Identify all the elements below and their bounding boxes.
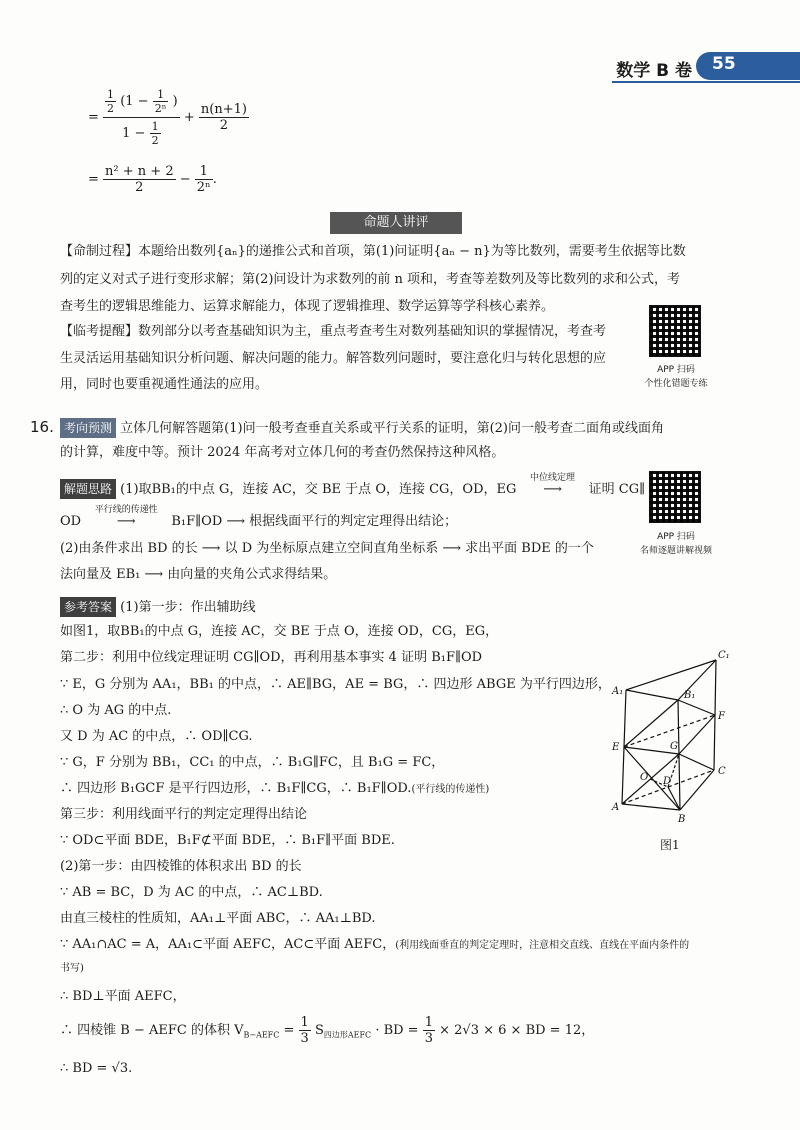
answer-line: ∴ BD = √3.: [60, 1061, 133, 1076]
formula-line-1: = $\frac{1}{2}$ (1 − $\frac{1}{\text{2ⁿ}}$ ) 1 − $\frac{1}{2}$ + $\frac{n(n+1)}{2}$: [88, 88, 247, 147]
big-fraction: $\frac{1}{2}$ (1 − $\frac{1}{\text{2ⁿ}}$ ) 1 − $\frac{1}{2}$: [103, 88, 180, 147]
section-banner: 命题人讲评: [330, 212, 462, 234]
label-c: C: [718, 766, 726, 777]
qr-caption: APP 扫码: [657, 365, 695, 375]
edge-a-b: [622, 804, 680, 810]
commentary-line: 查考生的逻辑思维能力、运算求解能力，体现了逻辑推理、数学运算等学科核心素养。: [60, 299, 555, 314]
answer-line: 第三步：利用线面平行的判定定理得出结论: [60, 807, 308, 822]
idea-tag: 解题思路: [60, 479, 116, 499]
label-g: G: [670, 741, 678, 752]
qr-caption: 名师逐题讲解视频: [639, 546, 712, 556]
answer-line: (2)第一步：由四棱锥的体积求出 BD 的长: [60, 859, 302, 874]
answer-line: ∵ OD⊂平面 BDE，B₁F⊄平面 BDE，∴ B₁F∥平面 BDE.: [60, 833, 395, 848]
idea-line: OD 平行线的传递性 ⟶ B₁F∥OD ⟶ 根据线面平行的判定定理得出结论；: [60, 505, 458, 529]
answer-line: 第二步：利用中位线定理证明 CG∥OD，再利用基本事实 4 证明 B₁F∥OD: [60, 650, 483, 665]
formula-line-2: = $\frac{\text{n² + n + 2}}{2}$ − $\frac{1}{\text{2ⁿ}}$ .: [88, 164, 217, 195]
subject-label: 数学 B 卷: [616, 61, 692, 81]
commentary-line: 【临考提醒】数列部分以考查基础知识为主，重点考查考生对数列基础知识的掌握情况，考查考: [60, 324, 607, 339]
question-number: 16.: [30, 418, 54, 436]
answer-line: ∴ O 为 AG 的中点.: [60, 703, 172, 718]
answer-note: 书写): [60, 963, 84, 974]
page-number: 55: [712, 54, 736, 74]
answer-line: 由直三棱柱的性质知，AA₁⊥平面 ABC，∴ AA₁⊥BD.: [60, 911, 376, 926]
label-a1: A₁: [612, 686, 624, 697]
forecast-line: 的计算，难度中等。预计 2024 年高考对立体几何的考查仍然保持这种风格。: [60, 445, 505, 460]
commentary-line: 【命制过程】本题给出数列{aₙ}的递推公式和首项，第(1)问证明{aₙ − n}为等比数列，需要考生依据等比数: [60, 244, 686, 259]
qr-caption: 个性化错题专练: [644, 379, 708, 389]
qr-caption: APP 扫码: [657, 532, 695, 542]
label-o: O: [640, 772, 649, 783]
answer-line: ∵ AA₁∩AC = A，AA₁⊂平面 AEFC，AC⊂平面 AEFC，(利用线面垂直的判定定理时，注意相交直线、直线在平面内条件的: [60, 937, 690, 952]
label-d: D: [663, 776, 672, 787]
equals-sign: =: [88, 110, 99, 125]
segment-e-b1: [624, 700, 678, 747]
answer-line: ∵ AB = BC，D 为 AC 的中点，∴ AC⊥BD.: [60, 885, 323, 900]
segment-b1-f: [678, 700, 715, 715]
forecast-tag: 考向预测: [60, 418, 116, 438]
answer-tag: 参考答案: [60, 597, 116, 617]
label-a: A: [612, 802, 620, 813]
label-b1: B₁: [684, 690, 696, 701]
commentary-line: 用，同时也要重视通性通法的应用。: [60, 377, 269, 392]
volume-formula: ∴ 四棱锥 B − AEFC 的体积 $V_{B-AEFC}$ = $\frac{1}{3}$ $S_{四边形AEFC}$ · BD = $\frac{1}{3}$ × 2√3 × 6 × BD = 12，: [60, 1015, 595, 1046]
header-rule: [612, 81, 800, 83]
qr-code[interactable]: [649, 305, 701, 357]
label-f: F: [718, 711, 725, 722]
idea-line: 法向量及 EB₁ ⟶ 由向量的夹角公式求得结果。: [60, 567, 337, 582]
label-b: B: [678, 814, 686, 825]
forecast-line: 考向预测 立体几何解答题第(1)问一般考查垂直关系或平行关系的证明，第(2)问一般考查二面角或线面角: [60, 418, 664, 438]
answer-line: ∴ BD⊥平面 AEFC，: [60, 989, 186, 1004]
answer-line: 又 D 为 AC 的中点，∴ OD∥CG.: [60, 729, 253, 744]
commentary-line: 列的定义对式子进行变形求解；第(2)问设计为求数列的前 n 项和，考查等差数列及等比数列的求和公式，考: [60, 272, 681, 287]
answer-line: ∴ 四边形 B₁GCF 是平行四边形，∴ B₁F∥CG，∴ B₁F∥OD.(平行线的传递性): [60, 781, 490, 796]
label-c1: C₁: [718, 650, 730, 661]
answer-line: ∵ E，G 分别为 AA₁，BB₁ 的中点，∴ AE∥BG，AE = BG，∴ 四边形 ABGE 为平行四边形，: [60, 677, 611, 692]
qr-code[interactable]: [649, 471, 701, 523]
segment-g-c: [679, 754, 714, 770]
answer-line: 如图1，取BB₁的中点 G，连接 AC，交 BE 于点 O，连接 OD，CG，EG，: [60, 624, 499, 639]
idea-line: (2)由条件求出 BD 的长 ⟶ 以 D 为坐标原点建立空间直角坐标系 ⟶ 求出平面 BDE 的一个: [60, 541, 594, 556]
idea-line: 解题思路 (1)取BB₁的中点 G，连接 AC，交 BE 于点 O，连接 CG，OD，EG 中位线定理 ⟶ 证明 CG∥: [60, 479, 645, 499]
label-e: E: [612, 742, 620, 753]
commentary-line: 生灵活运用基础知识分析问题、解决问题的能力。解答数列问题时，要注意化归与转化思想的应: [60, 351, 607, 366]
answer-line: 参考答案 (1)第一步：作出辅助线: [60, 597, 256, 617]
answer-line: ∵ G，F 分别为 BB₁，CC₁ 的中点，∴ B₁G∥FC，且 B₁G = FC，: [60, 755, 445, 770]
prism-figure: [600, 646, 760, 836]
edge-a1-b1: [626, 690, 678, 700]
figure-caption: 图1: [660, 838, 680, 852]
